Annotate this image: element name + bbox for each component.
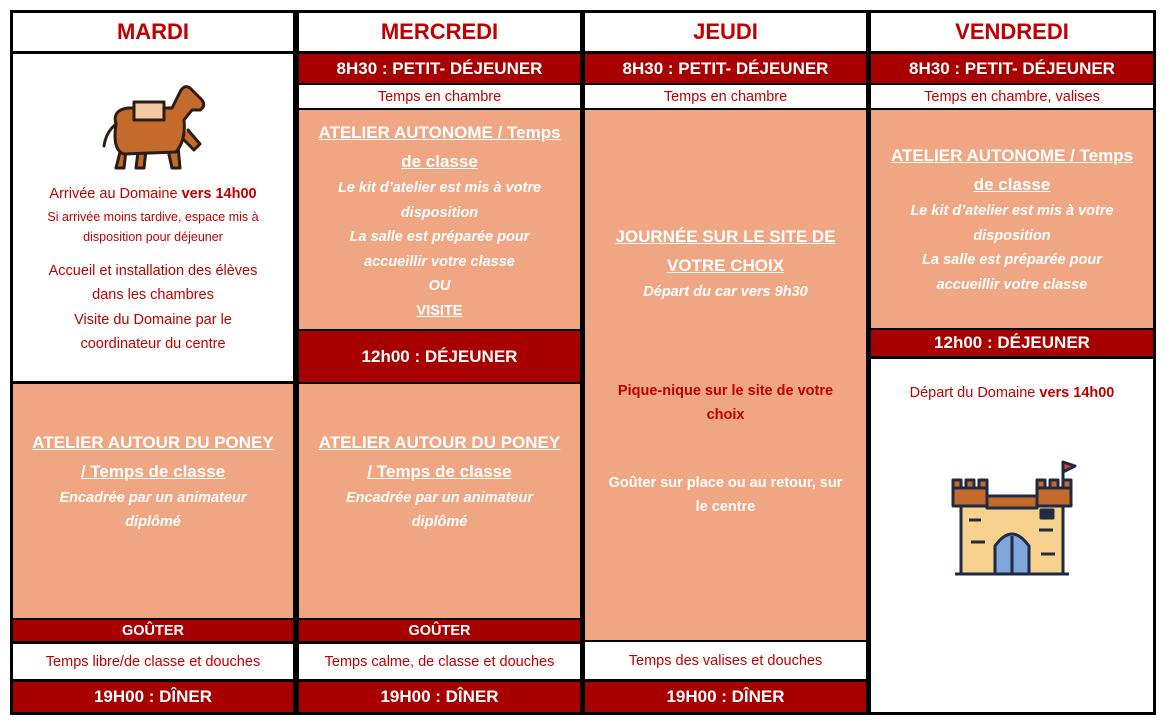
room-prep-line2: accueillir votre classe: [364, 253, 515, 270]
arrival-note-line1: Si arrivée moins tardive, espace mis à: [47, 209, 259, 224]
snack-label: GOÛTER: [408, 622, 471, 639]
day-title: MARDI: [116, 19, 190, 44]
arrival-text: Arrivée au Domaine: [49, 186, 182, 202]
arrival-time: vers 14h00: [181, 186, 257, 202]
excursion-cell: [585, 110, 866, 640]
picnic-line1: Pique-nique sur le site de votre: [617, 382, 834, 399]
dinner-cell: [299, 682, 580, 712]
breakfast-cell: [299, 54, 580, 83]
day-header-jeudi: [585, 13, 866, 51]
day-header-mardi: [13, 13, 293, 51]
room-time-text: Temps en chambre: [377, 88, 502, 105]
excursion-title-line1: JOURNÉE SUR LE SITE DE: [615, 227, 836, 246]
kit-line1: Le kit d’atelier est mis à votre: [337, 180, 542, 196]
free-time-cell: [13, 644, 293, 679]
visit-line1: Visite du Domaine par le: [74, 311, 232, 328]
pony-workshop-title-line1: ATELIER AUTOUR DU PONEY: [318, 432, 561, 452]
day-title: JEUDI: [693, 19, 758, 44]
workshop-title-line2: de classe: [401, 152, 478, 171]
lunch-label: 12h00 : DÉJEUNER: [361, 346, 518, 366]
breakfast-label: 8H30 : PETIT- DÉJEUNER: [622, 58, 829, 78]
calm-time-text: Temps calme, de classe et douches: [324, 653, 555, 670]
horse-icon: [98, 80, 208, 172]
dinner-cell: [13, 682, 293, 712]
day-header-vendredi: [871, 13, 1153, 51]
breakfast-label: 8H30 : PETIT- DÉJEUNER: [336, 58, 543, 78]
autonomous-workshop-cell: [871, 110, 1153, 328]
room-prep-line1: La salle est préparée pour: [922, 252, 1102, 268]
kit-line2: disposition: [973, 227, 1051, 244]
snack-cell: [13, 620, 293, 641]
snack-label: GOÛTER: [121, 622, 185, 639]
dinner-cell: [585, 682, 866, 712]
dinner-label: 19H00 : DÎNER: [666, 687, 785, 706]
kit-line2: disposition: [400, 204, 479, 221]
room-time-text: Temps en chambre, valises: [924, 88, 1100, 105]
pony-workshop-sub-line2: diplômé: [411, 514, 468, 530]
column-vendredi: [871, 10, 1153, 715]
or-text: OU: [428, 278, 451, 294]
free-time-text: Temps libre/de classe et douches: [45, 653, 261, 670]
room-time-cell: [871, 85, 1153, 108]
lunch-cell: [871, 330, 1153, 356]
departure-cell: [871, 359, 1153, 712]
autonomous-workshop-cell: [299, 110, 580, 329]
pony-workshop-sub-line2: diplômé: [125, 514, 181, 530]
welcome-line2: dans les chambres: [92, 287, 214, 303]
suitcase-time-text: Temps des valises et douches: [628, 652, 823, 669]
day-title: MERCREDI: [380, 19, 499, 44]
dinner-label: 19H00 : DÎNER: [380, 687, 499, 706]
column-mardi: [13, 10, 293, 715]
arrival-cell: [13, 54, 293, 381]
lunch-cell: [299, 331, 580, 382]
picnic-line2: choix: [706, 406, 745, 423]
day-header-mercredi: [299, 13, 580, 51]
pony-workshop-cell: [299, 384, 580, 618]
departure-text: Départ du Domaine: [909, 385, 1040, 401]
weekly-schedule-table: [10, 10, 1156, 715]
workshop-title-line2: de classe: [973, 175, 1051, 194]
departure-time: vers 14h00: [1039, 385, 1115, 401]
room-prep-line2: accueillir votre classe: [936, 276, 1088, 293]
welcome-line1: Accueil et installation des élèves: [48, 262, 258, 279]
column-mercredi: [299, 10, 580, 715]
visit-link: VISITE: [416, 302, 463, 319]
pony-workshop-cell: [13, 384, 293, 618]
breakfast-cell: [585, 54, 866, 83]
pony-workshop-title-line2: / Temps de classe: [80, 461, 226, 481]
visit-line2: coordinateur du centre: [80, 336, 226, 352]
pony-workshop-sub-line1: Encadrée par un animateur: [59, 489, 247, 506]
castle-icon: [947, 458, 1077, 578]
bus-departure-text: Départ du car vers 9h30: [643, 284, 808, 300]
pony-workshop-title-line2: / Temps de classe: [367, 461, 512, 481]
arrival-note-line2: disposition pour déjeuner: [83, 229, 223, 244]
pony-workshop-sub-line1: Encadrée par un animateur: [346, 489, 533, 506]
pony-workshop-title-line1: ATELIER AUTOUR DU PONEY: [32, 432, 274, 452]
column-jeudi: [585, 10, 866, 715]
room-prep-line1: La salle est préparée pour: [349, 229, 530, 245]
excursion-title-line2: VOTRE CHOIX: [666, 256, 785, 275]
room-time-cell: [299, 85, 580, 108]
breakfast-cell: [871, 54, 1153, 83]
snack-cell: [299, 620, 580, 641]
suitcase-time-cell: [585, 642, 866, 679]
workshop-title-line1: ATELIER AUTONOME / Temps: [318, 123, 561, 142]
kit-line1: Le kit d’atelier est mis à votre: [910, 203, 1114, 219]
snack-place-line1: Goûter sur place ou au retour, sur: [608, 474, 843, 491]
calm-time-cell: [299, 644, 580, 679]
dinner-label: 19H00 : DÎNER: [93, 687, 213, 706]
room-time-text: Temps en chambre: [663, 88, 788, 105]
room-time-cell: [585, 85, 866, 108]
lunch-label: 12h00 : DÉJEUNER: [934, 333, 1090, 352]
workshop-title-line1: ATELIER AUTONOME / Temps: [890, 146, 1134, 165]
day-title: VENDREDI: [955, 19, 1069, 44]
breakfast-label: 8H30 : PETIT- DÉJEUNER: [909, 58, 1115, 78]
snack-place-line2: le centre: [695, 498, 756, 515]
